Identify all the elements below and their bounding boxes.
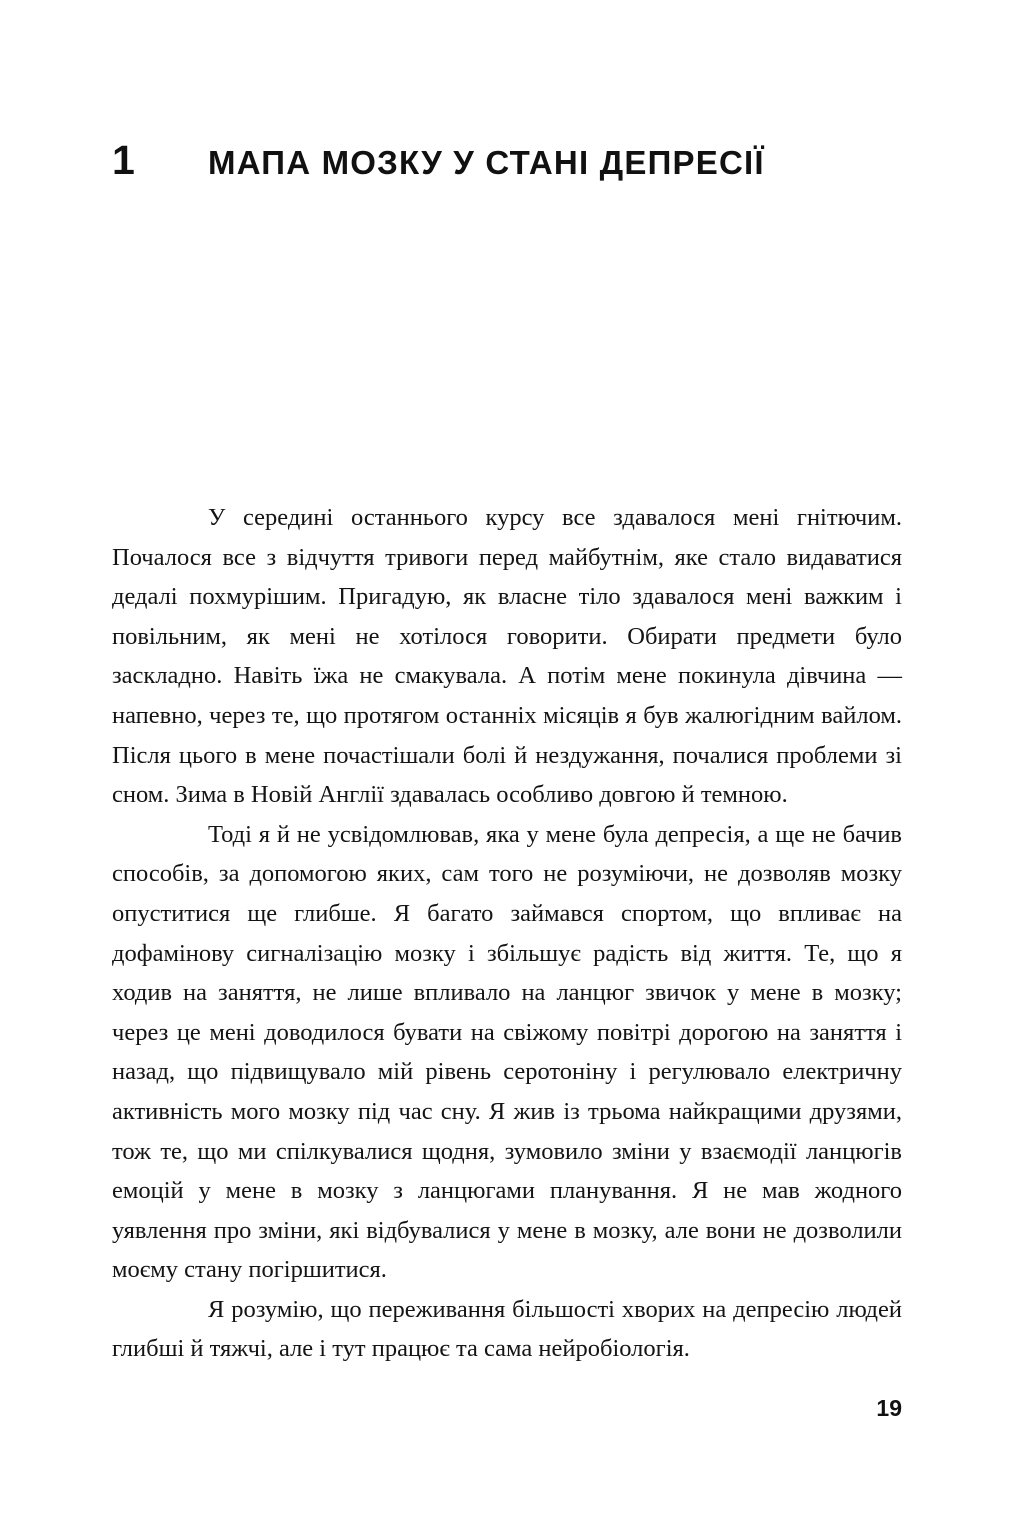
body-text [112,498,902,1369]
chapter-heading [112,137,912,183]
chapter-title-text: МАПА МОЗКУ У СТАНІ ДЕПРЕСІЇ [208,144,765,181]
chapter-title [208,146,765,179]
paragraph-2: Тоді я й не усвідомлював, яка у мене була депресія, а ще не бачив способів, за допомогою яких, сам того не розуміючи, не дозволяв мозку опуститися ще глибше. Я багато займався спортом, що впливає на дофамінову сигналізацію мозку і збільшує радість від життя. Те, що я ходив на заняття, не лише впливало на ланцюг звичок у мене в мозку; через це мені доводилося бувати на свіжому повітрі дорогою на заняття і назад, що підвищувало мій рівень серотоніну і регулювало електричну активність мого мозку під час сну. Я жив із трьома найкращими друзями, тож те, що ми спілкувалися щодня, зумовило зміни у взаємодії ланцюгів емоцій у мене в мозку з ланцюгами планування. Я не мав жодного уявлення про зміни, які відбувалися у мене в мозку, але вони не дозволили моєму стану погіршитися. [112,820,902,1284]
paragraph-1: У середині останнього курсу все здавалося мені гнітючим. Почалося все з відчуття тривоги перед майбутнім, яке стало видаватися дедалі похмурішим. Пригадую, як власне тіло здавалося мені важким і повільним, як мені не хотілося говорити. Обирати предмети було заскладно. Навіть їжа не смакувала. А потім мене покинула дівчина — напевно, через те, що протягом останніх місяців я був жалюгідним вайлом. Після цього в мене почастішали болі й нездужання, почалися проблеми зі сном. Зима в Новій Англії здавалась особливо довгою й темною. [112,504,902,809]
page-number: 19 [876,1395,902,1421]
paragraph-3: Я розумію, що переживання більшості хворих на депресію людей глибші й тяжчі, але і тут працює та сама нейробіологія. [112,1295,902,1363]
chapter-number: 1 [112,137,135,183]
